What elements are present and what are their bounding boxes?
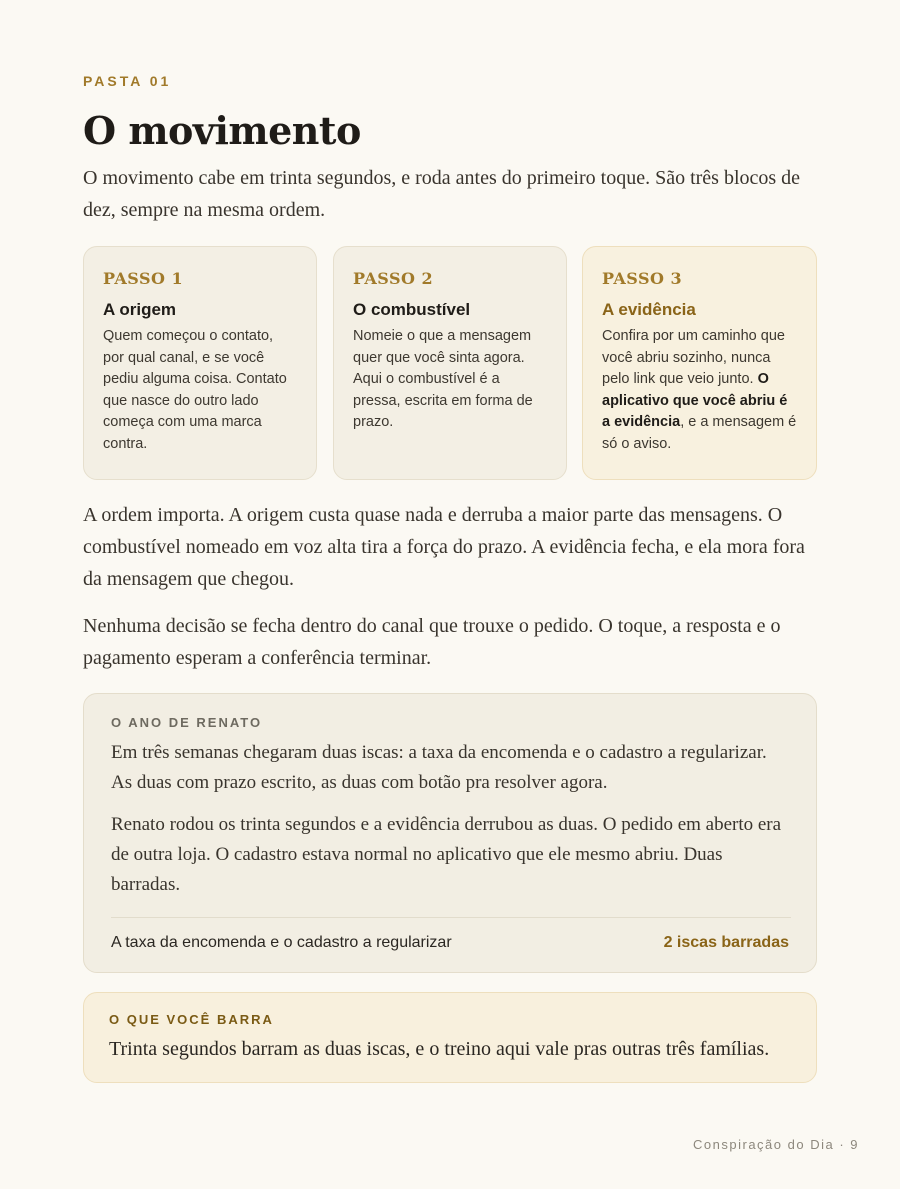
body-paragraph-1: A ordem importa. A origem custa quase nada e derruba a maior parte das mensagens. O combustível nomeado em voz alta tira a força do prazo. A evidência fecha, e ela mora fora da mensagem que chegou. bbox=[83, 504, 805, 590]
step-number: PASSO 1 bbox=[103, 269, 184, 288]
step-card-1 bbox=[83, 246, 317, 480]
step-title: A origem bbox=[103, 300, 177, 319]
step-body: Nomeie o que a mensagem quer que você sinta agora. Aqui o combustível é a pressa, escrita em forma de prazo. bbox=[353, 328, 533, 430]
steps-grid bbox=[83, 246, 817, 480]
step-body-text: Confira por um caminho que você abriu sozinho, nunca pelo link que veio junto. bbox=[602, 328, 785, 387]
takeaway-box bbox=[83, 992, 817, 1083]
page-footer: Conspiração do Dia · 9 bbox=[693, 1137, 859, 1152]
divider bbox=[111, 917, 791, 918]
step-body bbox=[602, 326, 797, 455]
step-title: O combustível bbox=[353, 300, 471, 319]
step-card-3 bbox=[582, 246, 817, 480]
body-paragraph-2: Nenhuma decisão se fecha dentro do canal que trouxe o pedido. O toque, a resposta e o pagamento esperam a conferência terminar. bbox=[83, 615, 781, 669]
step-body-text-end: , e a mensagem é só o aviso. bbox=[602, 414, 797, 452]
lead-paragraph: O movimento cabe em trinta segundos, e roda antes do primeiro toque. São três blocos de dez, sempre na mesma ordem. bbox=[83, 167, 801, 221]
case-story-box bbox=[83, 693, 817, 973]
page-title: O movimento bbox=[83, 108, 361, 153]
step-card-2 bbox=[333, 246, 567, 480]
step-body: Quem começou o contato, por qual canal, e se você pediu alguma coisa. Contato que nasce do outro lado começa com uma marca contra. bbox=[103, 328, 287, 452]
step-number: PASSO 2 bbox=[353, 269, 434, 288]
case-story-label: O ANO DE RENATO bbox=[111, 715, 263, 730]
case-story-result: 2 iscas barradas bbox=[663, 934, 789, 951]
takeaway-label: O QUE VOCÊ BARRA bbox=[109, 1012, 274, 1027]
step-title: A evidência bbox=[602, 300, 696, 319]
step-body-emphasis: O aplicativo que você abriu é a evidência bbox=[602, 371, 788, 430]
case-story-summary: A taxa da encomenda e o cadastro a regularizar bbox=[111, 934, 452, 951]
takeaway-text: Trinta segundos barram as duas iscas, e o treino aqui vale pras outras três famílias. bbox=[109, 1038, 770, 1060]
step-number: PASSO 3 bbox=[602, 269, 683, 288]
section-kicker: PASTA 01 bbox=[83, 73, 172, 89]
case-story-paragraph-2: Renato rodou os trinta segundos e a evidência derrubou as duas. O pedido em aberto era de outra loja. O cadastro estava normal no aplicativo que ele mesmo abriu. Duas barradas. bbox=[111, 814, 782, 895]
case-story-paragraph-1: Em três semanas chegaram duas iscas: a taxa da encomenda e o cadastro a regularizar. As duas com prazo escrito, as duas com botão pra resolver agora. bbox=[111, 742, 767, 793]
